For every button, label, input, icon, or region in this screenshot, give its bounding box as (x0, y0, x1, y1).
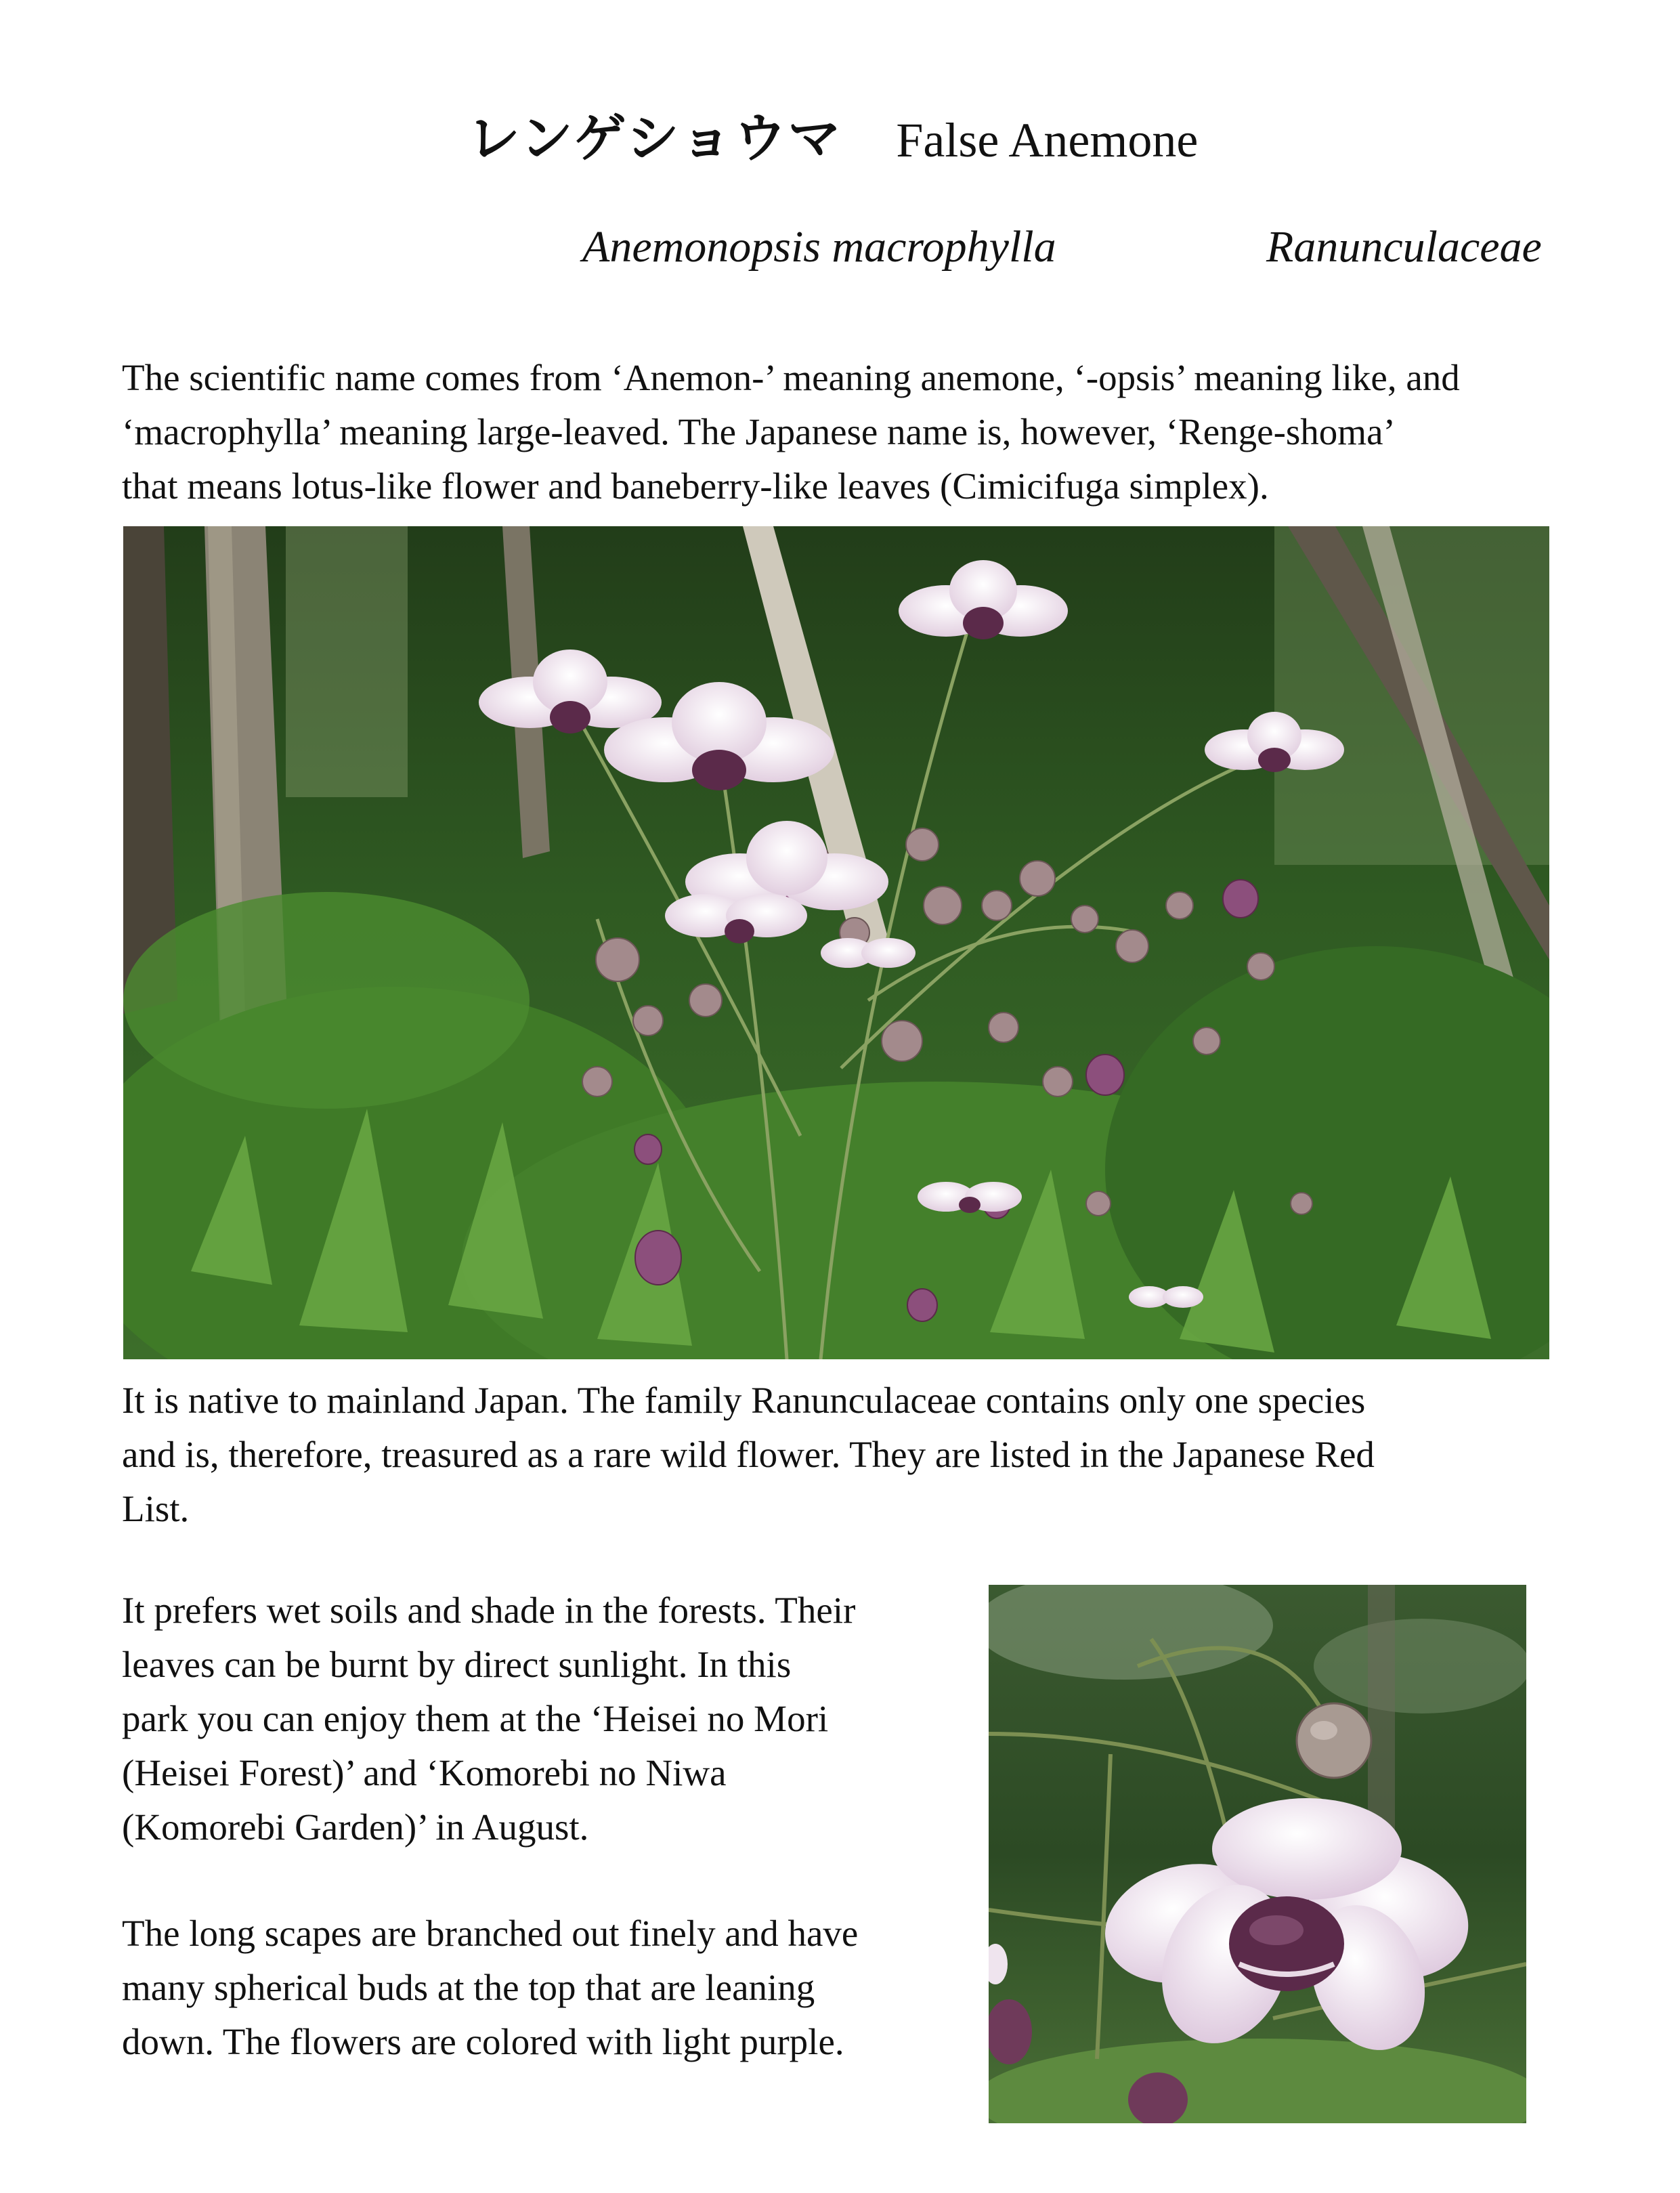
text-line: ‘macrophylla’ meaning large-leaved. The Japanese name is, however, ‘Renge-shoma’ (122, 411, 1396, 452)
text-line: It is native to mainland Japan. The family Ranunculaceae contains only one species (122, 1380, 1366, 1421)
text-line: park you can enjoy them at the ‘Heisei no Mori (122, 1698, 829, 1739)
habitat-paragraph (122, 1583, 962, 1854)
text-line: (Heisei Forest)’ and ‘Komorebi no Niwa (122, 1752, 727, 1793)
text-line: that means lotus-like flower and baneberry-like leaves (Cimicifuga simplex). (122, 465, 1269, 507)
native-range-paragraph (122, 1374, 1571, 1536)
etymology-paragraph (122, 351, 1585, 513)
scientific-name: Anemonopsis macrophylla (582, 222, 1056, 272)
page-title (467, 102, 1348, 176)
text-line: (Komorebi Garden)’ in August. (122, 1806, 589, 1848)
text-line: and is, therefore, treasured as a rare wild flower. They are listed in the Japanese Red (122, 1434, 1375, 1475)
text-line: down. The flowers are colored with light purple. (122, 2021, 844, 2062)
forest-flowers-photo (123, 526, 1549, 1359)
japanese-name: レンゲショウマ (467, 108, 842, 169)
text-line: many spherical buds at the top that are leaning (122, 1967, 815, 2008)
text-line: The long scapes are branched out finely and have (122, 1913, 859, 1954)
text-line: leaves can be burnt by direct sunlight. In this (122, 1644, 792, 1685)
flower-closeup-photo (989, 1585, 1526, 2123)
english-name: False Anemone (896, 113, 1199, 167)
text-line: The scientific name comes from ‘Anemon-’ meaning anemone, ‘-opsis’ meaning like, and (122, 357, 1460, 398)
text-line: List. (122, 1488, 190, 1529)
text-line: It prefers wet soils and shade in the forests. Their (122, 1590, 856, 1631)
family-name: Ranunculaceae (1266, 222, 1542, 272)
description-paragraph (122, 1907, 962, 2069)
